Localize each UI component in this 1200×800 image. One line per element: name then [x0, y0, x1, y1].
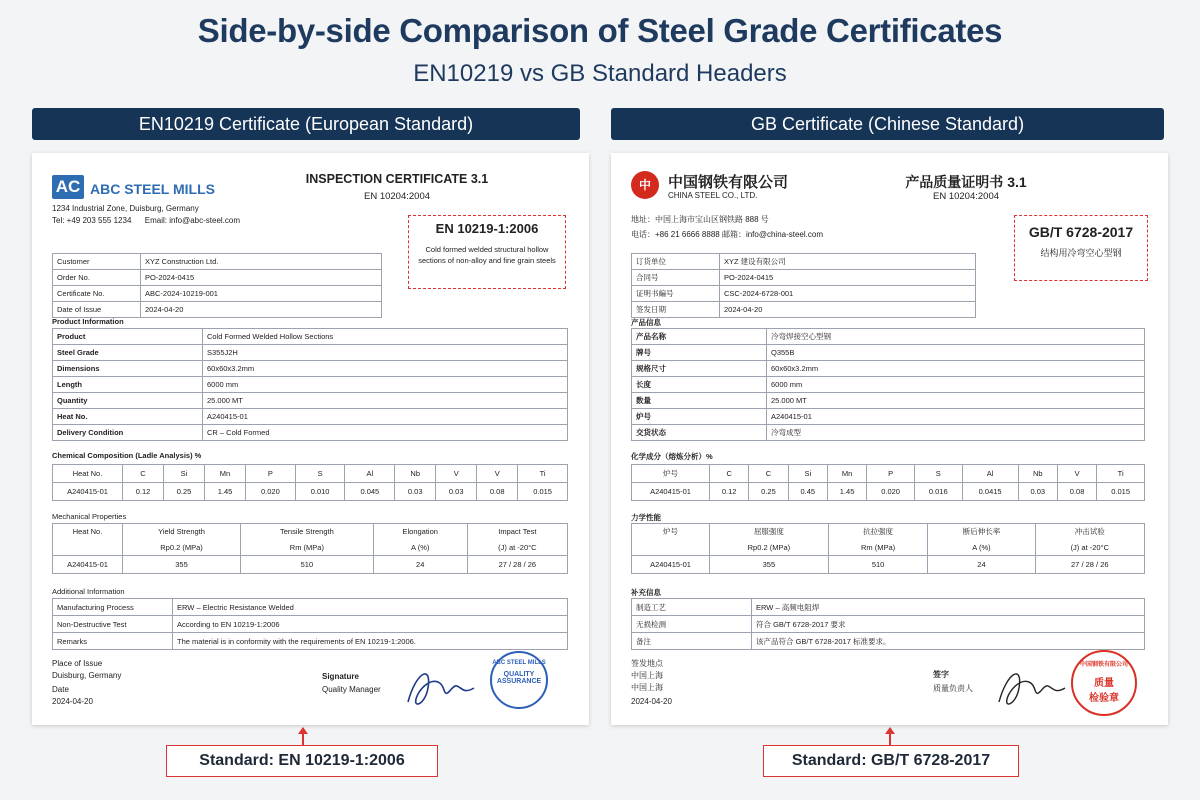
- company-contact: 电话：+86 21 6666 8888 邮箱：info@china-steel.com: [631, 230, 823, 239]
- additional-section-title: Additional Information: [52, 587, 125, 596]
- table-cell: Remarks: [53, 633, 173, 650]
- table-cell: 数量: [632, 393, 767, 409]
- left-column-header: EN10219 Certificate (European Standard): [32, 108, 580, 140]
- table-row: [53, 599, 568, 616]
- company-address: 地址：中国上海市宝山区钢铁路 888 号: [631, 215, 769, 224]
- table-cell: ABC-2024-10219-001: [141, 286, 382, 302]
- table-cell: Yield Strength: [123, 524, 241, 540]
- product-table: [52, 328, 568, 441]
- place-of-issue-label: Place of Issue: [52, 659, 103, 668]
- date-label: Date: [52, 685, 69, 694]
- table-cell: 订货单位: [632, 254, 720, 270]
- certificate-title: INSPECTION CERTIFICATE 3.1: [305, 172, 489, 186]
- table-cell: Heat No.: [53, 409, 203, 425]
- table-row: [53, 616, 568, 633]
- company-address: 1234 Industrial Zone, Duisburg, Germany: [52, 204, 199, 213]
- table-cell: 0.020: [246, 483, 296, 501]
- certificate-title: 产品质量证明书 3.1: [905, 174, 1027, 190]
- standard-box: [1014, 215, 1148, 281]
- table-row: [53, 302, 382, 318]
- right-arrow-line: [889, 733, 891, 745]
- table-row: [632, 286, 976, 302]
- table-cell: 证明书編号: [632, 286, 720, 302]
- table-cell: 该产品符合 GB/T 6728-2017 标准要求。: [752, 633, 1145, 650]
- table-cell: Heat No.: [53, 465, 123, 483]
- table-cell: 1.45: [205, 483, 246, 501]
- table-cell: S: [914, 465, 962, 483]
- standard-box-description: Cold formed welded structural hollow sections of non-alloy and fine grain steels: [418, 245, 556, 265]
- gb-certificate-document: [611, 153, 1168, 725]
- table-cell: V: [1057, 465, 1096, 483]
- table-row: [632, 556, 1145, 574]
- table-cell: 510: [241, 556, 374, 574]
- signature-role: Quality Manager: [322, 685, 381, 694]
- table-row: [632, 254, 976, 270]
- table-cell: 1.45: [827, 483, 866, 501]
- mechanical-table: [52, 523, 568, 574]
- table-row: [632, 329, 1145, 345]
- standard-box-title: EN 10219-1:2006: [435, 221, 539, 236]
- table-cell: 27 / 28 / 26: [467, 556, 567, 574]
- table-cell: A240415-01: [203, 409, 568, 425]
- table-cell: 0.12: [123, 483, 164, 501]
- table-cell: Si: [788, 465, 827, 483]
- chemical-table: [52, 464, 568, 501]
- table-cell: CSC-2024-6728-001: [720, 286, 976, 302]
- table-cell: Nb: [1018, 465, 1057, 483]
- table-cell: Impact Test: [467, 524, 567, 540]
- page-subtitle: EN10219 vs GB Standard Headers: [413, 60, 787, 87]
- table-cell: According to EN 10219-1:2006: [173, 616, 568, 633]
- table-cell: Delivery Condition: [53, 425, 203, 441]
- table-cell: 长度: [632, 377, 767, 393]
- table-cell: 牌号: [632, 345, 767, 361]
- table-cell: 6000 mm: [203, 377, 568, 393]
- table-cell: Mn: [827, 465, 866, 483]
- table-cell: 0.03: [1018, 483, 1057, 501]
- table-cell: Ti: [1097, 465, 1145, 483]
- table-cell: Si: [164, 465, 205, 483]
- table-cell: C: [749, 465, 788, 483]
- date-value: 2024-04-20: [631, 697, 672, 706]
- table-cell: Cold Formed Welded Hollow Sections: [203, 329, 568, 345]
- table-cell: 规格尺寸: [632, 361, 767, 377]
- company-name: 中国钢铁有限公司: [668, 174, 789, 191]
- company-name: ABC STEEL MILLS: [90, 181, 215, 197]
- table-cell: 合同号: [632, 270, 720, 286]
- china-steel-logo-icon: 中: [631, 171, 659, 199]
- table-cell: Elongation: [373, 524, 467, 540]
- table-cell: 0.0415: [962, 483, 1018, 501]
- table-cell: A240415-01: [767, 409, 1145, 425]
- table-cell: 27 / 28 / 26: [1035, 556, 1144, 574]
- table-row: [53, 425, 568, 441]
- table-cell: 0.25: [164, 483, 205, 501]
- table-row: [632, 377, 1145, 393]
- table-row: [632, 409, 1145, 425]
- table-cell: 0.25: [749, 483, 788, 501]
- mechanical-section-title: Mechanical Properties: [52, 512, 127, 521]
- mechanical-section-title: 力学性能: [631, 513, 661, 522]
- table-cell: 355: [123, 556, 241, 574]
- table-cell: 冷弯焊接空心型钢: [767, 329, 1145, 345]
- table-cell: Nb: [395, 465, 436, 483]
- abc-logo-icon: AC: [52, 175, 84, 199]
- table-cell: 0.08: [477, 483, 518, 501]
- table-cell: 备注: [632, 633, 752, 650]
- table-cell: XYZ 建设有限公司: [720, 254, 976, 270]
- table-cell: Customer: [53, 254, 141, 270]
- table-cell: 制造工艺: [632, 599, 752, 616]
- table-cell: 510: [828, 556, 928, 574]
- table-cell: (J) at -20°C: [1035, 540, 1144, 556]
- additional-table: [631, 598, 1145, 650]
- table-cell: XYZ Construction Ltd.: [141, 254, 382, 270]
- table-cell: Steel Grade: [53, 345, 203, 361]
- table-cell: ERW – 高频电阻焊: [752, 599, 1145, 616]
- additional-section-title: 补充信息: [631, 588, 661, 597]
- table-row: [632, 393, 1145, 409]
- table-cell: 25.000 MT: [767, 393, 1145, 409]
- customer-info-table: [52, 253, 382, 318]
- table-row: [53, 270, 382, 286]
- table-cell: 0.045: [345, 483, 395, 501]
- date-label: 中国上海: [631, 683, 663, 692]
- signature-role: 质量负责人: [933, 684, 973, 693]
- signature-label: Signature: [322, 672, 359, 681]
- table-cell: 炉号: [632, 465, 710, 483]
- table-cell: 0.12: [710, 483, 749, 501]
- table-cell: 0.015: [518, 483, 568, 501]
- left-standard-label: Standard: EN 10219-1:2006: [166, 745, 438, 777]
- table-cell: 2024-04-20: [720, 302, 976, 318]
- table-cell: Rp0.2 (MPa): [123, 540, 241, 556]
- table-cell: A240415-01: [53, 556, 123, 574]
- table-cell: 炉号: [632, 524, 710, 540]
- table-row: [632, 599, 1145, 616]
- en-certificate-document: [32, 153, 589, 725]
- table-cell: 符合 GB/T 6728-2017 要求: [752, 616, 1145, 633]
- additional-table: [52, 598, 568, 650]
- company-name-english: CHINA STEEL CO., LTD.: [668, 191, 758, 200]
- date-value: 2024-04-20: [52, 697, 93, 706]
- standard-box-description: 结构用冷弯空心型钢: [1040, 248, 1122, 258]
- table-cell: V: [436, 465, 477, 483]
- table-cell: Ti: [518, 465, 568, 483]
- table-cell: CR – Cold Formed: [203, 425, 568, 441]
- table-cell: P: [246, 465, 296, 483]
- table-cell: 60x60x3.2mm: [203, 361, 568, 377]
- chemical-table: [631, 464, 1145, 501]
- table-cell: A240415-01: [53, 483, 123, 501]
- certificate-standard: EN 10204:2004: [932, 191, 1000, 202]
- table-cell: A240415-01: [632, 483, 710, 501]
- table-row: [632, 540, 1145, 556]
- table-cell: A (%): [373, 540, 467, 556]
- table-row: [632, 361, 1145, 377]
- table-cell: Q355B: [767, 345, 1145, 361]
- table-row: [632, 302, 976, 318]
- table-cell: A240415-01: [632, 556, 710, 574]
- standard-box-title: GB/T 6728-2017: [1028, 224, 1134, 240]
- table-row: [632, 633, 1145, 650]
- right-column-header: GB Certificate (Chinese Standard): [611, 108, 1164, 140]
- table-cell: Rm (MPa): [828, 540, 928, 556]
- signature-scribble-icon: [402, 658, 477, 713]
- table-cell: 24: [373, 556, 467, 574]
- standard-box: [408, 215, 566, 289]
- table-row: [53, 540, 568, 556]
- table-cell: 2024-04-20: [141, 302, 382, 318]
- table-cell: Product: [53, 329, 203, 345]
- table-cell: PO-2024-0415: [720, 270, 976, 286]
- table-cell: 屈服强度: [710, 524, 829, 540]
- table-cell: A (%): [928, 540, 1035, 556]
- table-cell: Mn: [205, 465, 246, 483]
- table-cell: 断后伸长率: [928, 524, 1035, 540]
- table-row: [632, 616, 1145, 633]
- table-row: [53, 286, 382, 302]
- table-cell: Date of Issue: [53, 302, 141, 318]
- place-of-issue-label: 签发地点: [631, 659, 663, 668]
- table-cell: C: [710, 465, 749, 483]
- product-section-title: 产品信息: [631, 318, 661, 327]
- table-cell: Al: [962, 465, 1018, 483]
- table-cell: 60x60x3.2mm: [767, 361, 1145, 377]
- table-cell: 0.08: [1057, 483, 1096, 501]
- table-row: [632, 345, 1145, 361]
- table-cell: 24: [928, 556, 1035, 574]
- table-cell: The material is in conformity with the requirements of EN 10219-1:2006.: [173, 633, 568, 650]
- table-cell: V: [477, 465, 518, 483]
- table-cell: Order No.: [53, 270, 141, 286]
- table-cell: Rm (MPa): [241, 540, 374, 556]
- table-cell: 0.03: [395, 483, 436, 501]
- place-of-issue-value: 中国上海: [631, 671, 663, 680]
- chemical-section-title: 化学成分（熔炼分析）%: [631, 452, 713, 461]
- table-cell: P: [867, 465, 915, 483]
- right-standard-label: Standard: GB/T 6728-2017: [763, 745, 1019, 777]
- signature-scribble-icon: [993, 658, 1068, 713]
- table-row: [53, 393, 568, 409]
- table-cell: Rp0.2 (MPa): [710, 540, 829, 556]
- table-row: [53, 633, 568, 650]
- company-seal-icon: 中国钢铁有限公司 质量 检验章: [1071, 650, 1137, 716]
- table-row: [632, 465, 1145, 483]
- table-cell: S355J2H: [203, 345, 568, 361]
- table-row: [632, 524, 1145, 540]
- table-row: [53, 483, 568, 501]
- company-contact: Tel: +49 203 555 1234 Email: info@abc-steel.com: [52, 216, 241, 225]
- table-cell: Dimensions: [53, 361, 203, 377]
- table-cell: ERW – Electric Resistance Welded: [173, 599, 568, 616]
- table-row: [53, 361, 568, 377]
- table-row: [53, 465, 568, 483]
- table-row: [53, 524, 568, 540]
- product-table: [631, 328, 1145, 441]
- left-arrow-line: [302, 733, 304, 745]
- table-cell: 0.020: [867, 483, 915, 501]
- table-cell: 炉号: [632, 409, 767, 425]
- table-cell: Quantity: [53, 393, 203, 409]
- table-cell: 抗拉强度: [828, 524, 928, 540]
- mechanical-table: [631, 523, 1145, 574]
- table-cell: 0.016: [914, 483, 962, 501]
- table-row: [53, 345, 568, 361]
- table-cell: 签发日期: [632, 302, 720, 318]
- table-cell: PO-2024-0415: [141, 270, 382, 286]
- table-cell: Non-Destructive Test: [53, 616, 173, 633]
- place-of-issue-value: Duisburg, Germany: [52, 671, 122, 680]
- page-title: Side-by-side Comparison of Steel Grade Certificates: [197, 12, 1003, 49]
- table-cell: (J) at -20°C: [467, 540, 567, 556]
- table-cell: 0.03: [436, 483, 477, 501]
- product-section-title: Product Information: [52, 317, 124, 326]
- table-cell: 冷弯成型: [767, 425, 1145, 441]
- table-cell: C: [123, 465, 164, 483]
- table-row: [53, 254, 382, 270]
- table-cell: Tensile Strength: [241, 524, 374, 540]
- table-row: [53, 329, 568, 345]
- table-row: [632, 483, 1145, 501]
- table-cell: 无损检测: [632, 616, 752, 633]
- table-cell: 冲击试验: [1035, 524, 1144, 540]
- table-cell: 0.015: [1097, 483, 1145, 501]
- table-cell: 交货状态: [632, 425, 767, 441]
- table-cell: 0.45: [788, 483, 827, 501]
- customer-info-table: [631, 253, 976, 318]
- table-cell: 6000 mm: [767, 377, 1145, 393]
- table-cell: [632, 540, 710, 556]
- table-row: [53, 409, 568, 425]
- chemical-section-title: Chemical Composition (Ladle Analysis) %: [52, 451, 202, 460]
- table-row: [53, 556, 568, 574]
- table-cell: S: [295, 465, 345, 483]
- table-cell: 产品名称: [632, 329, 767, 345]
- table-cell: Al: [345, 465, 395, 483]
- table-row: [632, 270, 976, 286]
- table-cell: 355: [710, 556, 829, 574]
- table-cell: 0.010: [295, 483, 345, 501]
- table-cell: [53, 540, 123, 556]
- signature-label: 签字: [933, 670, 949, 679]
- quality-seal-icon: ABC STEEL MILLS QUALITY ASSURANCE: [490, 651, 548, 709]
- table-cell: Heat No.: [53, 524, 123, 540]
- table-cell: Length: [53, 377, 203, 393]
- table-cell: Certificate No.: [53, 286, 141, 302]
- table-cell: 25.000 MT: [203, 393, 568, 409]
- table-cell: Manufacturing Process: [53, 599, 173, 616]
- certificate-standard: EN 10204:2004: [363, 191, 431, 202]
- table-row: [632, 425, 1145, 441]
- table-row: [53, 377, 568, 393]
